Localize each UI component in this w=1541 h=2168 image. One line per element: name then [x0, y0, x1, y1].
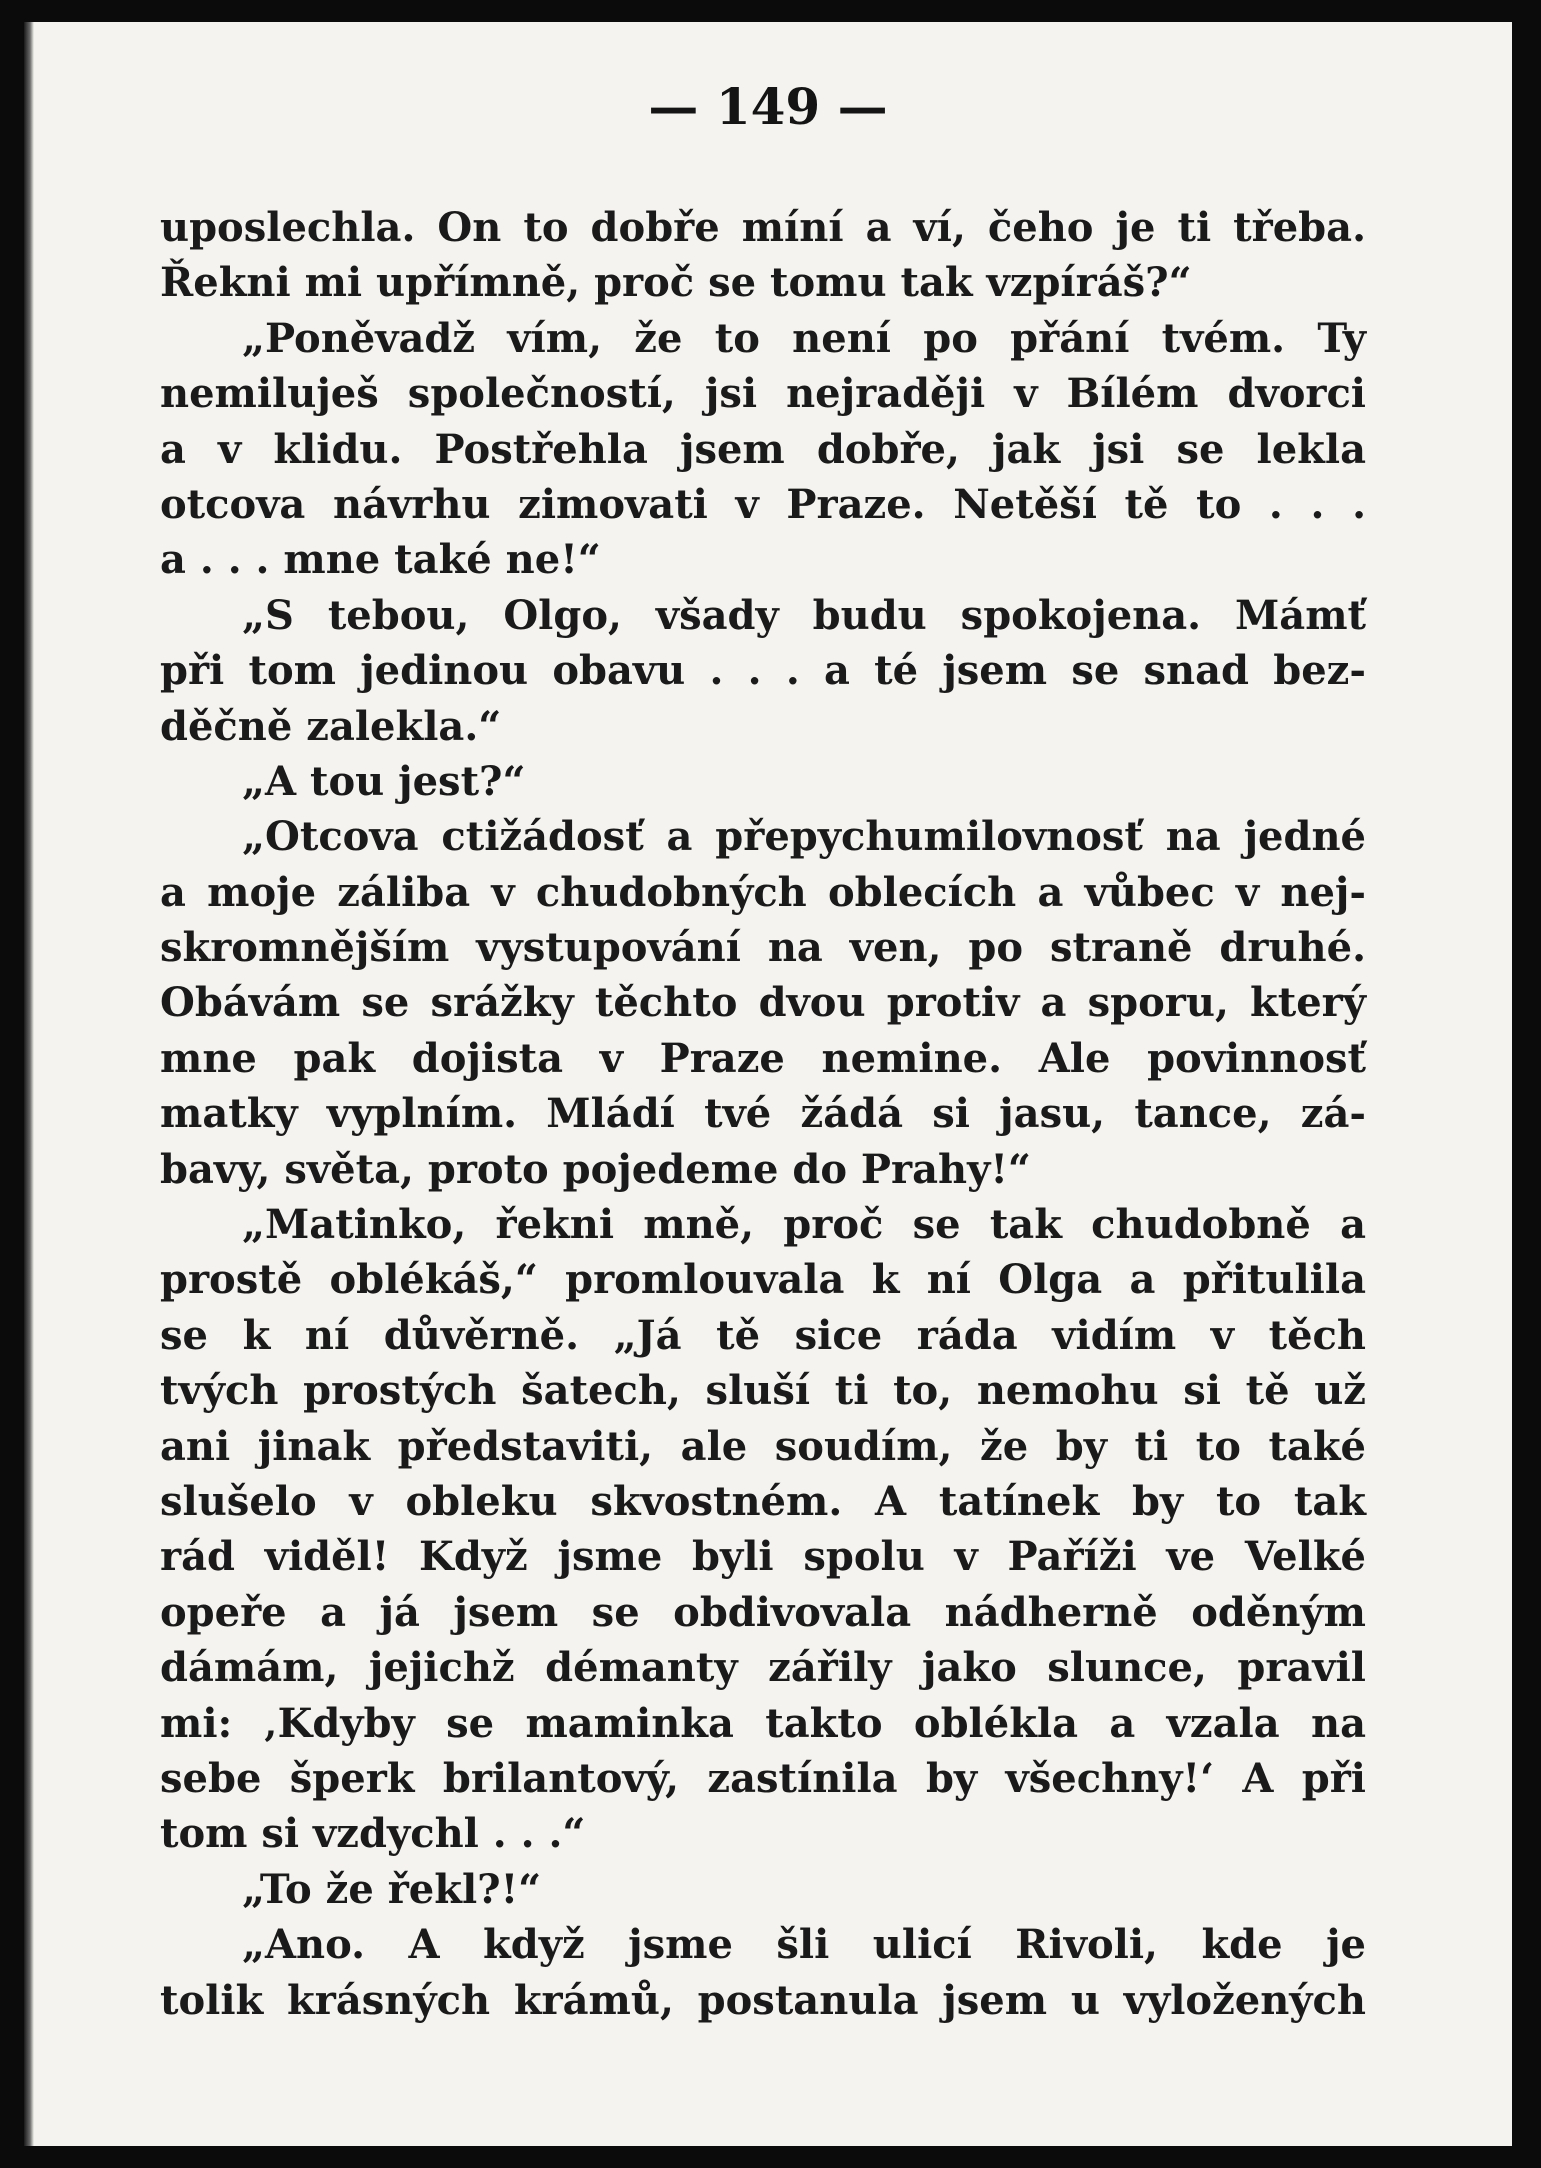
page-gutter-edge: [24, 22, 34, 2146]
text-line: „Otcova ctižádosť a přepychumilovnosť na jedné: [242, 813, 1366, 861]
page-number: — 149 —: [648, 77, 888, 136]
text-line: nemiluješ společností, jsi nejraději v Bílém dvorci: [160, 370, 1366, 418]
text-line: ani jinak představiti, ale soudím, že by ti to také: [160, 1422, 1366, 1470]
text-line: tolik krásných krámů, postanula jsem u vyložených: [160, 1976, 1366, 2024]
text-line: prostě oblékáš,“ promlouvala k ní Olga a přitulila: [160, 1256, 1366, 1304]
text-line: mne pak dojista v Praze nemine. Ale povinnosť: [160, 1034, 1366, 1082]
text-line: „To že řekl?!“: [242, 1865, 542, 1913]
body-text: [160, 200, 1366, 2028]
text-line: Řekni mi upřímně, proč se tomu tak vzpíráš?“: [160, 259, 1192, 307]
text-line: a v klidu. Postřehla jsem dobře, jak jsi se lekla: [160, 425, 1366, 473]
text-line: otcova návrhu zimovati v Praze. Netěší tě to . . .: [160, 480, 1366, 528]
text-line: tvých prostých šatech, sluší ti to, nemohu si tě už: [160, 1367, 1366, 1415]
book-page: [24, 22, 1512, 2146]
text-line: sebe šperk brilantový, zastínila by všechny!‘ A při: [160, 1754, 1366, 1802]
text-line: „Ano. A když jsme šli ulicí Rivoli, kde je: [242, 1921, 1366, 1969]
text-line: mi: ‚Kdyby se maminka takto oblékla a vzala na: [160, 1699, 1366, 1747]
text-line: „Matinko, řekni mně, proč se tak chudobně a: [242, 1201, 1366, 1249]
text-line: bavy, světa, proto pojedeme do Prahy!“: [160, 1145, 1031, 1193]
text-line: Obávám se srážky těchto dvou protiv a sporu, který: [160, 979, 1366, 1027]
text-line: a moje záliba v chudobných oblecích a vůbec v nej-: [160, 868, 1366, 916]
text-line: slušelo v obleku skvostném. A tatínek by to tak: [160, 1477, 1366, 1525]
text-line: matky vyplním. Mládí tvé žádá si jasu, tance, zá-: [160, 1090, 1366, 1138]
text-line: „Poněvadž vím, že to není po přání tvém. Ty: [242, 314, 1366, 362]
text-line: uposlechla. On to dobře míní a ví, čeho je ti třeba.: [160, 204, 1366, 251]
text-line: „A tou jest?“: [242, 757, 526, 805]
text-line: děčně zalekla.“: [160, 702, 502, 750]
text-line: se k ní důvěrně. „Já tě sice ráda vidím v těch: [160, 1311, 1366, 1359]
text-line: rád viděl! Když jsme byli spolu v Paříži ve Velké: [160, 1533, 1366, 1581]
text-line: dámám, jejichž démanty zářily jako slunce, pravil: [160, 1644, 1366, 1692]
text-line: a . . . mne také ne!“: [160, 536, 601, 584]
text-line: při tom jedinou obavu . . . a té jsem se snad bez-: [160, 647, 1366, 695]
text-line: „S tebou, Olgo, všady budu spokojena. Mámť: [242, 591, 1366, 639]
text-line: tom si vzdychl . . .“: [160, 1810, 586, 1858]
text-line: opeře a já jsem se obdivovala nádherně oděným: [160, 1588, 1366, 1636]
text-line: skromnějším vystupování na ven, po straně druhé.: [160, 924, 1366, 972]
